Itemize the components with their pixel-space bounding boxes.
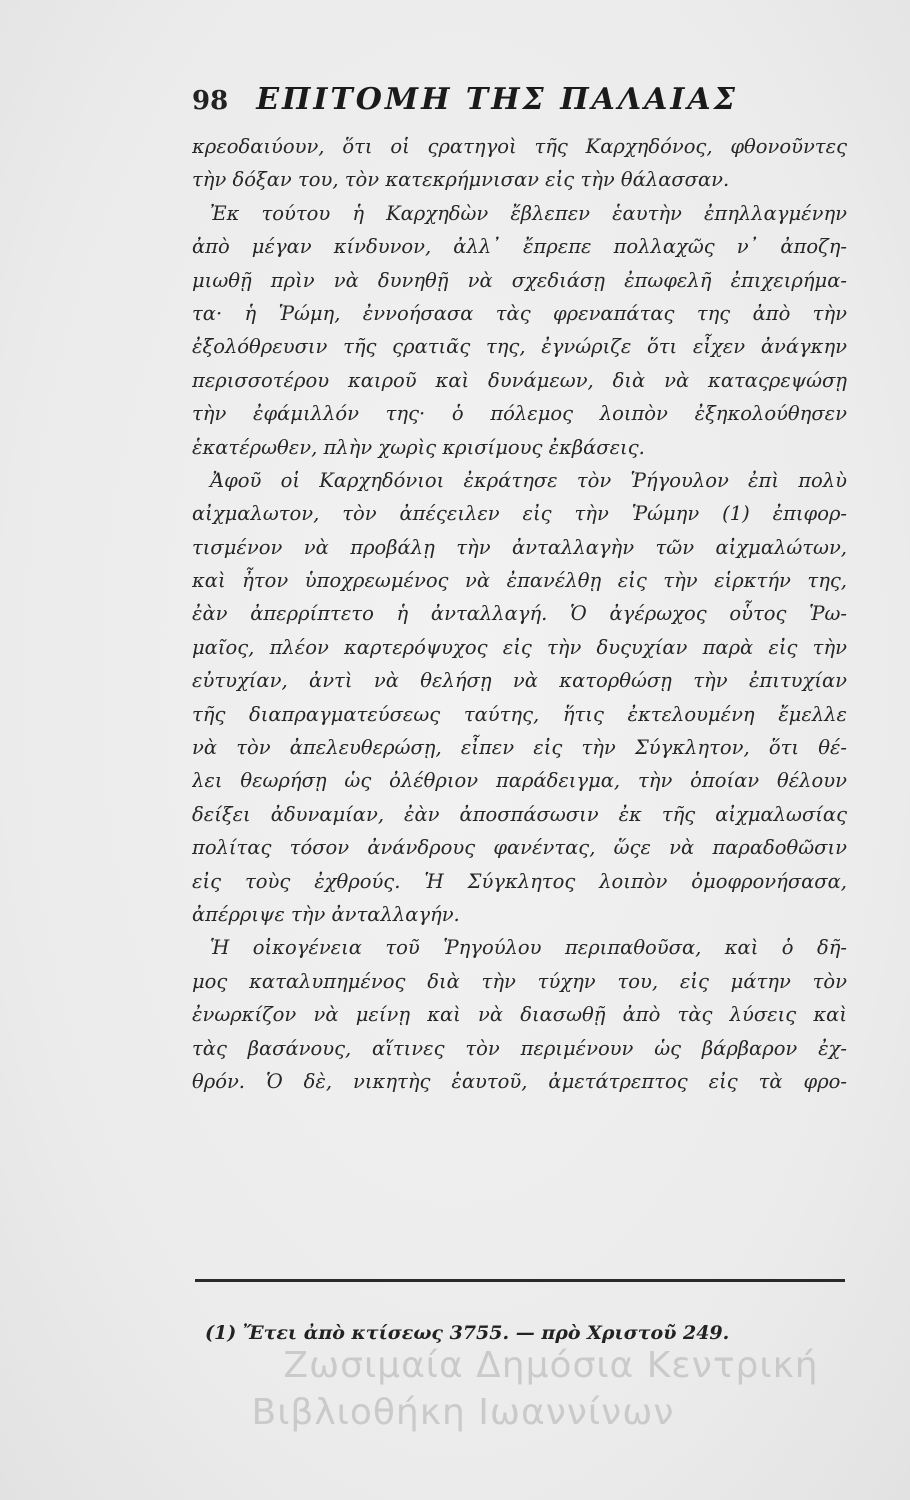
text-line: Ἀφοῦ οἱ Καρχηδόνιοι ἐκράτησε τὸν Ῥήγουλον ἐπὶ πολὺ [210,468,847,492]
text-line: τισμένον νὰ προβάλῃ τὴν ἀνταλλαγὴν τῶν αἰχμαλώτων, [192,535,847,559]
watermark-line-1: Ζωσιμαία Δημόσια Κεντρική [283,1345,819,1386]
running-title: ΕΠΙΤΟΜΗ ΤΗΣ ΠΑΛΑΙΑΣ [256,82,738,117]
text-line: δείξει ἀδυναμίαν, ἐὰν ἀποσπάσωσιν ἐκ τῆς αἰχμαλωσίας [192,802,847,826]
text-line: Ἡ οἰκογένεια τοῦ Ῥηγούλου περιπαθοῦσα, καὶ ὁ δῆ- [210,936,847,960]
text-line: καὶ ἦτον ὑποχρεωμένος νὰ ἐπανέλθῃ εἰς τὴν εἱρκτήν της, [192,569,847,593]
text-line: μιωθῇ πρὶν νὰ δυνηθῇ νὰ σχεδιάσῃ ἐπωφελῆ ἐπιχειρήμα- [192,268,847,292]
text-line: αἰχμαλωτον, τὸν ἀπέςειλεν εἰς τὴν Ῥώμην (1) ἐπιφορ- [192,502,847,526]
text-line: εἰς τοὺς ἐχθρούς. Ἡ Σύγκλητος λοιπὸν ὁμοφρονήσασα, [192,869,847,893]
text-line: ἐνωρκίζον νὰ μείνῃ καὶ νὰ διασωθῇ ἀπὸ τὰς λύσεις καὶ [192,1003,847,1027]
footnote-divider [195,1279,845,1282]
text-line: κρεοδαιύουν, ὅτι οἱ ςρατηγοὶ τῆς Καρχηδόνος, φθονοῦντες [192,135,847,158]
text-line: τα· ἡ Ῥώμη, ἐννοήσασα τὰς φρεναπάτας της ἀπὸ τὴν [192,301,847,325]
text-line: μος καταλυπημένος διὰ τὴν τύχην του, εἰς μάτην τὸν [192,969,847,993]
text-line: λει θεωρήσῃ ὡς ὀλέθριον παράδειγμα, τὴν ὁποίαν θέλουν [192,769,847,793]
text-line: εὐτυχίαν, ἀντὶ νὰ θελήσῃ νὰ κατορθώσῃ τὴν ἐπιτυχίαν [192,669,847,693]
footnote: (1) Ἔτει ἀπὸ κτίσεως 3755. — πρὸ Χριστοῦ 249. [205,1322,730,1344]
text-line: ἐξολόθρευσιν τῆς ςρατιᾶς της, ἐγνώριζε ὅτι εἶχεν ἀνάγκην [192,335,847,359]
page-header [192,82,738,126]
text-line: τὰς βασάνους, αἵτινες τὸν περιμένουν ὡς βάρβαρον ἐχ- [192,1036,847,1060]
text-line: Ἐκ τούτου ἡ Καρχηδὼν ἔβλεπεν ἑαυτὴν ἐπηλλαγμένην [210,201,847,225]
text-line: πολίτας τόσον ἀνάνδρους φανέντας, ὥςε νὰ παραδοθῶσιν [192,836,847,860]
text-line: τὴν δόξαν του, τὸν κατεκρήμνισαν εἰς τὴν θάλασσαν. [192,168,730,192]
page-number: 98 [192,86,229,116]
text-line: ἀπὸ μέγαν κίνδυνον, ἀλλ᾽ ἔπρεπε πολλαχῶς ν᾽ ἀποζη- [192,235,847,259]
text-line: θρόν. Ὁ δὲ, νικητὴς ἑαυτοῦ, ἀμετάτρεπτος εἰς τὰ φρο- [192,1069,847,1093]
text-line: τῆς διαπραγματεύσεως ταύτης, ἥτις ἐκτελουμένη ἔμελλε [192,702,847,726]
text-line: μαῖος, πλέον καρτερόψυχος εἰς τὴν δυςυχίαν παρὰ εἰς τὴν [192,635,847,659]
text-line: ἑκατέρωθεν, πλὴν χωρὶς κρισίμους ἐκβάσεις. [192,435,645,459]
watermark-line-2: Βιβλιοθήκη Ιωαννίνων [251,1392,675,1433]
text-line: ἐὰν ἀπερρίπτετο ἡ ἀνταλλαγή. Ὁ ἀγέρωχος οὗτος Ῥω- [192,602,847,626]
text-line: τὴν ἐφάμιλλόν της· ὁ πόλεμος λοιπὸν ἐξηκολούθησεν [192,402,847,426]
text-line: νὰ τὸν ἀπελευθερώσῃ, εἶπεν εἰς τὴν Σύγκλητον, ὅτι θέ- [192,736,847,760]
text-line: περισσοτέρου καιροῦ καὶ δυνάμεων, διὰ νὰ καταςρεψώσῃ [192,368,847,392]
body-text [192,130,847,1098]
text-line: ἀπέρριψε τὴν ἀνταλλαγήν. [192,902,460,926]
